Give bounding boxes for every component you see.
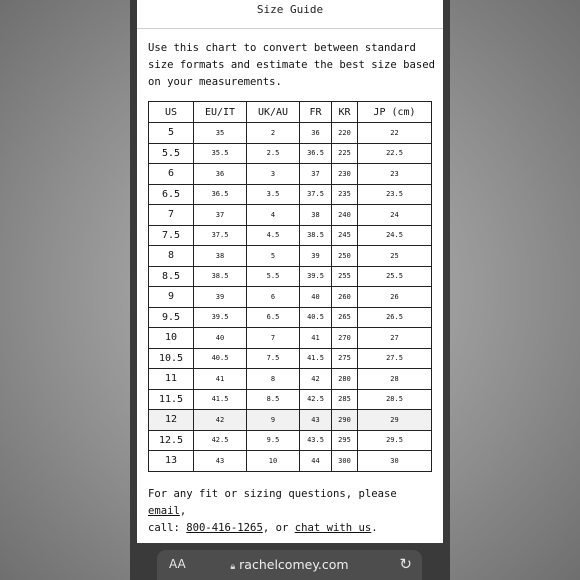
cell-us: 11.5: [149, 389, 194, 410]
cell-jp-cm: 23.5: [358, 184, 432, 205]
cell-kr: 230: [332, 164, 358, 185]
cell-eu-it: 38: [194, 246, 247, 267]
table-row: [149, 348, 432, 369]
cell-jp-cm: 23: [358, 164, 432, 185]
cell-fr: 39.5: [300, 266, 332, 287]
cell-kr: 280: [332, 369, 358, 390]
table-row: [149, 123, 432, 144]
table-row: [149, 164, 432, 185]
cell-kr: 275: [332, 348, 358, 369]
cell-kr: 255: [332, 266, 358, 287]
table-row: [149, 430, 432, 451]
cell-jp-cm: 22.5: [358, 143, 432, 164]
cell-uk-au: 4: [247, 205, 300, 226]
cell-us: 7.5: [149, 225, 194, 246]
cell-fr: 42.5: [300, 389, 332, 410]
cell-uk-au: 6: [247, 287, 300, 308]
cell-kr: 285: [332, 389, 358, 410]
table-row: [149, 266, 432, 287]
cell-uk-au: 9: [247, 410, 300, 431]
cell-eu-it: 35.5: [194, 143, 247, 164]
column-header-fr: FR: [300, 102, 332, 123]
cell-uk-au: 4.5: [247, 225, 300, 246]
cell-eu-it: 35: [194, 123, 247, 144]
cell-uk-au: 8: [247, 369, 300, 390]
browser-address-bar[interactable]: [157, 550, 422, 580]
cell-eu-it: 43: [194, 451, 247, 472]
phone-link[interactable]: 800-416-1265: [186, 522, 263, 534]
table-row: [149, 287, 432, 308]
cell-jp-cm: 30: [358, 451, 432, 472]
table-row: [149, 328, 432, 349]
cell-jp-cm: 24: [358, 205, 432, 226]
column-header-jp-cm: JP (cm): [358, 102, 432, 123]
cell-jp-cm: 22: [358, 123, 432, 144]
cell-kr: 265: [332, 307, 358, 328]
cell-fr: 37.5: [300, 184, 332, 205]
footer-line-1: [148, 486, 438, 520]
cell-us: 11: [149, 369, 194, 390]
url-text: rachelcomey.com: [239, 557, 349, 572]
cell-jp-cm: 29: [358, 410, 432, 431]
cell-eu-it: 37: [194, 205, 247, 226]
cell-fr: 36.5: [300, 143, 332, 164]
lock-icon: 🔒︎: [230, 562, 236, 572]
cell-fr: 42: [300, 369, 332, 390]
cell-us: 12.5: [149, 430, 194, 451]
table-row: [149, 369, 432, 390]
cell-fr: 36: [300, 123, 332, 144]
cell-us: 12: [149, 410, 194, 431]
cell-uk-au: 7.5: [247, 348, 300, 369]
cell-kr: 290: [332, 410, 358, 431]
cell-eu-it: 41.5: [194, 389, 247, 410]
cell-us: 5: [149, 123, 194, 144]
cell-eu-it: 40: [194, 328, 247, 349]
table-row: [149, 205, 432, 226]
page-title: Size Guide: [256, 3, 324, 16]
cell-jp-cm: 28: [358, 369, 432, 390]
reload-icon[interactable]: ↻: [399, 555, 412, 573]
cell-fr: 37: [300, 164, 332, 185]
cell-fr: 38.5: [300, 225, 332, 246]
cell-jp-cm: 25.5: [358, 266, 432, 287]
cell-fr: 39: [300, 246, 332, 267]
cell-jp-cm: 29.5: [358, 430, 432, 451]
cell-uk-au: 6.5: [247, 307, 300, 328]
intro-line-2: size formats and estimate the best size based: [148, 59, 436, 71]
cell-us: 10.5: [149, 348, 194, 369]
cell-fr: 38: [300, 205, 332, 226]
cell-fr: 43: [300, 410, 332, 431]
footer-text: For any fit or sizing questions, please: [148, 488, 397, 500]
cell-us: 6: [149, 164, 194, 185]
cell-jp-cm: 28.5: [358, 389, 432, 410]
cell-jp-cm: 25: [358, 246, 432, 267]
cell-kr: 225: [332, 143, 358, 164]
cell-uk-au: 5.5: [247, 266, 300, 287]
sizing-help-text: [148, 486, 438, 537]
intro-line-1: Use this chart to convert between standard: [148, 42, 416, 54]
cell-fr: 44: [300, 451, 332, 472]
cell-eu-it: 39: [194, 287, 247, 308]
cell-kr: 235: [332, 184, 358, 205]
cell-us: 8.5: [149, 266, 194, 287]
cell-jp-cm: 27: [358, 328, 432, 349]
table-row: [149, 389, 432, 410]
cell-us: 7: [149, 205, 194, 226]
cell-kr: 250: [332, 246, 358, 267]
cell-uk-au: 2.5: [247, 143, 300, 164]
footer-text: ,: [179, 505, 187, 517]
cell-uk-au: 10: [247, 451, 300, 472]
cell-jp-cm: 27.5: [358, 348, 432, 369]
cell-uk-au: 9.5: [247, 430, 300, 451]
cell-eu-it: 42: [194, 410, 247, 431]
cell-us: 13: [149, 451, 194, 472]
intro-line-3: on your measurements.: [148, 76, 282, 88]
cell-us: 5.5: [149, 143, 194, 164]
cell-jp-cm: 24.5: [358, 225, 432, 246]
cell-us: 9: [149, 287, 194, 308]
table-row: [149, 184, 432, 205]
footer-text: .: [371, 522, 378, 534]
size-chart-table: [148, 101, 432, 472]
cell-kr: 295: [332, 430, 358, 451]
cell-eu-it: 39.5: [194, 307, 247, 328]
cell-fr: 43.5: [300, 430, 332, 451]
cell-uk-au: 7: [247, 328, 300, 349]
footer-text: call:: [148, 522, 187, 534]
cell-us: 6.5: [149, 184, 194, 205]
cell-kr: 240: [332, 205, 358, 226]
email-link[interactable]: email: [148, 505, 180, 517]
cell-fr: 40.5: [300, 307, 332, 328]
cell-eu-it: 40.5: [194, 348, 247, 369]
cell-kr: 220: [332, 123, 358, 144]
cell-fr: 40: [300, 287, 332, 308]
column-header-us: US: [149, 102, 194, 123]
sheet-header: [137, 0, 443, 29]
column-header-eu-it: EU/IT: [194, 102, 247, 123]
cell-uk-au: 2: [247, 123, 300, 144]
cell-us: 9.5: [149, 307, 194, 328]
cell-eu-it: 42.5: [194, 430, 247, 451]
footer-text: , or: [262, 522, 295, 534]
cell-kr: 260: [332, 287, 358, 308]
column-header-uk-au: UK/AU: [247, 102, 300, 123]
column-header-kr: KR: [332, 102, 358, 123]
cell-us: 8: [149, 246, 194, 267]
chat-link[interactable]: chat with us: [294, 522, 372, 534]
cell-kr: 300: [332, 451, 358, 472]
intro-text: [148, 40, 438, 91]
cell-eu-it: 38.5: [194, 266, 247, 287]
cell-fr: 41.5: [300, 348, 332, 369]
cell-kr: 245: [332, 225, 358, 246]
cell-eu-it: 36: [194, 164, 247, 185]
table-row: [149, 246, 432, 267]
cell-fr: 41: [300, 328, 332, 349]
cell-uk-au: 8.5: [247, 389, 300, 410]
table-row: [149, 225, 432, 246]
cell-jp-cm: 26.5: [358, 307, 432, 328]
cell-jp-cm: 26: [358, 287, 432, 308]
table-row: [149, 307, 432, 328]
table-row: [149, 143, 432, 164]
cell-uk-au: 3.5: [247, 184, 300, 205]
url-display[interactable]: [157, 557, 422, 572]
cell-eu-it: 36.5: [194, 184, 247, 205]
table-row: [149, 410, 432, 431]
cell-uk-au: 5: [247, 246, 300, 267]
cell-kr: 270: [332, 328, 358, 349]
cell-eu-it: 37.5: [194, 225, 247, 246]
table-header-row: [149, 102, 432, 123]
cell-us: 10: [149, 328, 194, 349]
table-row: [149, 451, 432, 472]
text-size-button[interactable]: AA: [169, 557, 186, 571]
cell-uk-au: 3: [247, 164, 300, 185]
footer-line-2: [148, 520, 438, 537]
cell-eu-it: 41: [194, 369, 247, 390]
